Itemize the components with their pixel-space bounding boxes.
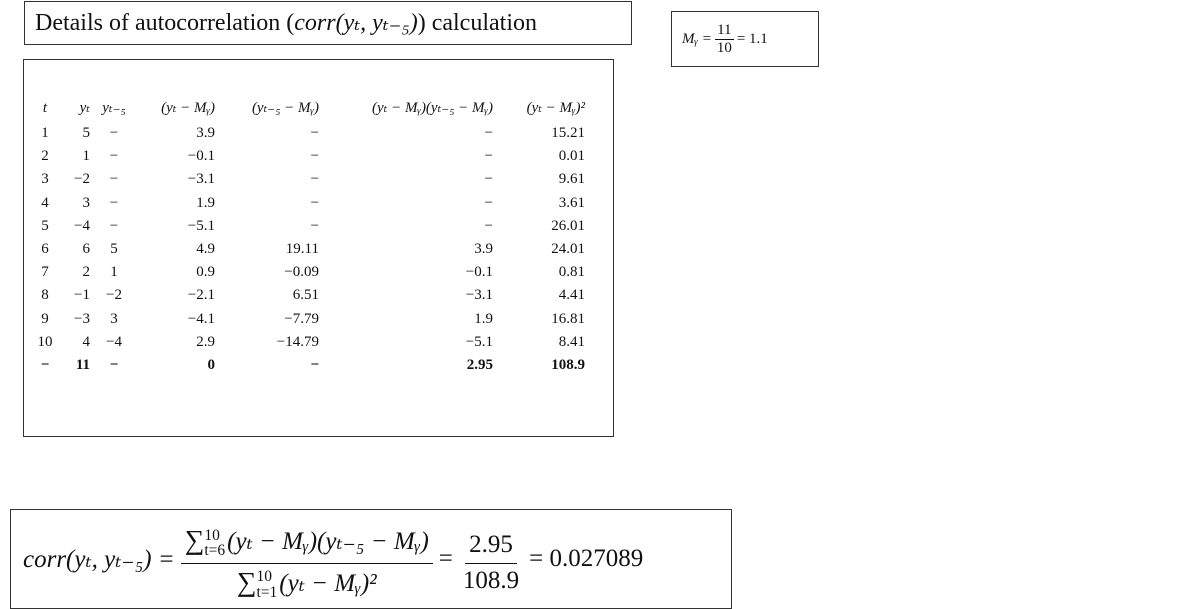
cell-squared: 0.81 <box>558 264 585 281</box>
header-yt5: yₜ₋₅ <box>102 100 126 116</box>
cell-t: 4 <box>41 194 49 211</box>
sum-symbol-denominator: ∑ <box>236 565 257 597</box>
calculation-table <box>34 94 585 377</box>
cell-yt: 1 <box>82 148 90 165</box>
table-row <box>34 215 585 238</box>
header-dev-yt: (yₜ − Mᵧ) <box>161 100 215 116</box>
cell-dev-yt5: 19.11 <box>285 241 319 258</box>
total-squared: 108.9 <box>551 357 585 374</box>
cell-dev-yt5: − <box>310 171 319 188</box>
formula-box <box>10 509 732 609</box>
table-row <box>34 168 585 191</box>
cell-yt5: 1 <box>110 264 118 281</box>
cell-yt5: − <box>109 194 119 211</box>
cell-yt5: − <box>109 148 119 165</box>
table-header-row <box>34 94 585 122</box>
cell-t: 10 <box>37 333 53 350</box>
mean-fraction <box>715 23 734 56</box>
table-box <box>23 59 614 437</box>
table-row <box>34 238 585 261</box>
header-yt: yₜ <box>79 100 90 116</box>
title-suffix: ) calculation <box>417 10 537 36</box>
cell-dev-yt5: −0.09 <box>284 264 319 281</box>
cell-squared: 4.41 <box>558 287 585 304</box>
cell-product: −0.1 <box>465 264 493 281</box>
cell-dev-yt: 1.9 <box>196 194 215 211</box>
numerator-expr: (yₜ − Mᵧ)(yₜ₋₅ − Mᵧ) <box>227 527 429 555</box>
cell-yt: 6 <box>82 241 90 258</box>
table-row <box>34 145 585 168</box>
title-box <box>24 1 632 45</box>
cell-t: 7 <box>41 264 49 281</box>
formula-result: = 0.027089 <box>529 545 644 572</box>
value-numerator: 2.95 <box>465 532 517 563</box>
mean-result: = 1.1 <box>736 30 768 47</box>
cell-yt5: −4 <box>106 333 122 350</box>
total-yt5: − <box>109 357 119 374</box>
cell-yt5: − <box>109 171 119 188</box>
cell-t: 8 <box>41 287 49 304</box>
formula-main-fraction <box>181 523 433 601</box>
cell-product: − <box>484 125 493 141</box>
table-row <box>34 192 585 215</box>
cell-dev-yt: 3.9 <box>196 125 215 141</box>
cell-yt: −3 <box>74 310 90 327</box>
cell-t: 6 <box>41 241 49 258</box>
formula-equals: = <box>438 545 453 572</box>
cell-t: 3 <box>41 171 49 188</box>
cell-product: − <box>484 148 493 165</box>
table-row <box>34 122 585 145</box>
header-squared: (yₜ − Mᵧ)² <box>526 100 585 116</box>
formula-denominator <box>233 564 381 601</box>
cell-yt5: −2 <box>106 287 122 304</box>
cell-squared: 0.01 <box>558 148 585 165</box>
cell-dev-yt: −4.1 <box>187 310 215 327</box>
cell-squared: 24.01 <box>551 241 585 258</box>
formula-lhs: corr(yₜ, yₜ₋₅) = <box>23 546 175 573</box>
cell-t: 5 <box>41 217 49 234</box>
header-t: t <box>42 100 48 116</box>
mean-numerator: 11 <box>717 21 732 38</box>
cell-product: −5.1 <box>465 333 493 350</box>
numerator-limits <box>204 528 225 559</box>
mean-denominator: 10 <box>716 39 732 56</box>
sum-symbol-numerator: ∑ <box>184 523 205 555</box>
table-row <box>34 261 585 284</box>
numerator-lower: t=6 <box>204 542 226 559</box>
table-row <box>34 284 585 307</box>
formula-numerator <box>181 523 433 564</box>
cell-squared: 15.21 <box>551 125 585 141</box>
title-prefix: Details of autocorrelation ( <box>35 10 295 36</box>
total-dev-yt: 0 <box>207 357 215 374</box>
cell-product: − <box>484 217 493 234</box>
cell-dev-yt5: − <box>310 194 319 211</box>
cell-squared: 26.01 <box>551 217 585 234</box>
cell-product: 1.9 <box>474 310 493 327</box>
cell-yt: −1 <box>74 287 90 304</box>
cell-yt: 5 <box>82 125 90 141</box>
cell-yt5: − <box>109 217 119 234</box>
table-row <box>34 331 585 354</box>
cell-dev-yt5: −7.79 <box>284 310 319 327</box>
cell-dev-yt5: 6.51 <box>292 287 319 304</box>
cell-yt: 2 <box>82 264 90 281</box>
header-product: (yₜ − Mᵧ)(yₜ₋₅ − Mᵧ) <box>372 100 493 116</box>
formula-value-fraction <box>459 532 523 594</box>
denominator-upper: 10 <box>256 568 272 586</box>
cell-yt5: 5 <box>110 241 118 258</box>
total-t: − <box>40 357 50 374</box>
cell-yt: 3 <box>82 194 90 211</box>
cell-yt: 4 <box>82 333 90 350</box>
cell-t: 9 <box>41 310 49 327</box>
cell-product: − <box>484 171 493 188</box>
table-total-row <box>34 354 585 377</box>
title-args: (yₜ, yₜ₋₅) <box>335 10 418 36</box>
cell-dev-yt: 0.9 <box>196 264 215 281</box>
value-denominator: 108.9 <box>462 566 520 594</box>
mean-box <box>671 11 819 67</box>
cell-squared: 8.41 <box>558 333 585 350</box>
denominator-expr: (yₜ − Mᵧ)² <box>279 569 377 597</box>
header-dev-yt5: (yₜ₋₅ − Mᵧ) <box>251 100 319 116</box>
cell-product: −3.1 <box>465 287 493 304</box>
cell-dev-yt: −2.1 <box>187 287 215 304</box>
cell-t: 2 <box>41 148 49 165</box>
cell-dev-yt5: − <box>310 125 319 141</box>
cell-dev-yt: −0.1 <box>187 148 215 165</box>
cell-squared: 9.61 <box>558 171 585 188</box>
cell-yt5: 3 <box>110 310 118 327</box>
cell-product: − <box>484 194 493 211</box>
cell-dev-yt5: − <box>310 217 319 234</box>
cell-yt: −4 <box>74 217 90 234</box>
total-product: 2.95 <box>466 357 493 374</box>
cell-product: 3.9 <box>474 241 493 258</box>
denominator-lower: t=1 <box>256 583 278 601</box>
cell-dev-yt: −5.1 <box>187 217 215 234</box>
cell-dev-yt5: −14.79 <box>276 333 319 350</box>
title-func: corr <box>294 10 336 36</box>
table-body <box>34 122 585 377</box>
cell-yt5: − <box>109 125 119 141</box>
denominator-limits <box>256 569 277 600</box>
numerator-upper: 10 <box>204 526 220 544</box>
cell-dev-yt: 2.9 <box>196 333 215 350</box>
cell-squared: 3.61 <box>558 194 585 211</box>
table-row <box>34 308 585 331</box>
total-dev-yt5: − <box>310 357 319 374</box>
cell-dev-yt5: − <box>310 148 319 165</box>
cell-dev-yt: −3.1 <box>187 171 215 188</box>
cell-squared: 16.81 <box>551 310 585 327</box>
mean-lhs: Mᵧ = <box>682 30 712 47</box>
cell-dev-yt: 4.9 <box>196 241 215 258</box>
total-yt: 11 <box>75 357 90 374</box>
cell-yt: −2 <box>74 171 90 188</box>
cell-t: 1 <box>41 125 49 141</box>
